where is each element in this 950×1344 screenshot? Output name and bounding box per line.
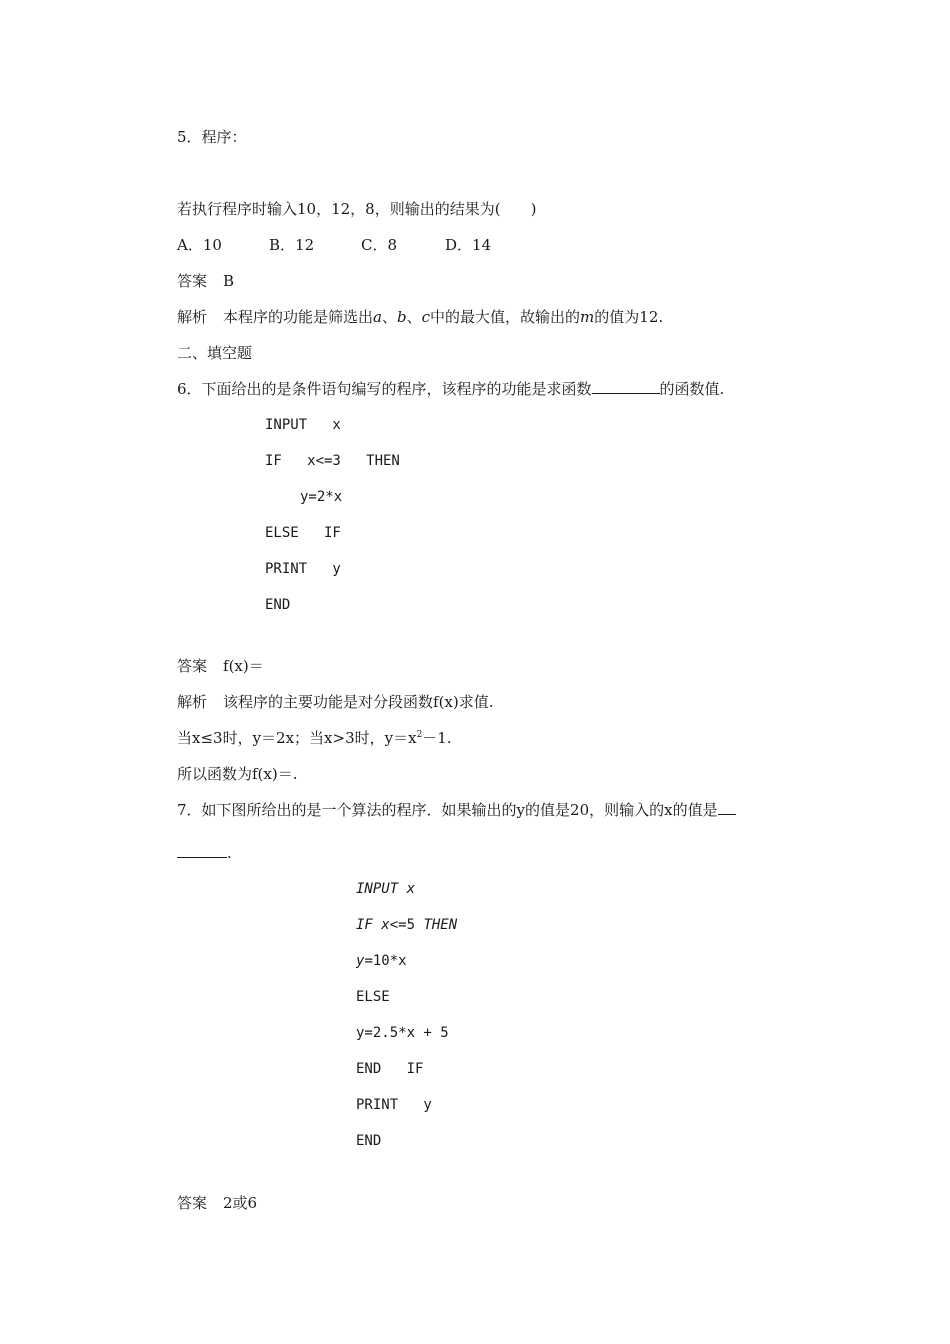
q6-analysis-3: 所以函数为f(x)＝. <box>177 765 298 783</box>
separator: 、 <box>381 308 397 326</box>
stem-text: 的函数值. <box>659 380 725 398</box>
section-title: 二、填空题 <box>177 344 253 362</box>
analysis-label: 解析 <box>177 308 208 326</box>
fill-blank[interactable] <box>718 800 736 815</box>
q5-option-c: C．8 <box>361 236 398 254</box>
q5-stem: 若执行程序时输入10，12，8，则输出的结果为( ) <box>177 200 537 218</box>
code-line: INPUT x <box>265 417 341 433</box>
q7-stem-cont <box>177 842 232 864</box>
code-line: END <box>265 597 291 613</box>
code-token: <=5 <box>389 917 424 933</box>
answer-label: 答案 <box>177 657 208 675</box>
code-token: THEN <box>423 917 458 933</box>
q5-analysis <box>177 306 663 328</box>
analysis-text: 中的最大值，故输出的 <box>430 308 581 326</box>
analysis-text: 该程序的主要功能是对分段函数f(x)求值. <box>223 693 494 711</box>
code-token: y <box>356 953 365 969</box>
var-m: m <box>580 308 595 326</box>
code-token: IF x <box>356 917 390 933</box>
q5-option-a: A．10 <box>177 236 222 254</box>
analysis-text: 的值为12. <box>594 308 664 326</box>
q7-stem <box>177 799 736 821</box>
code-line: END IF <box>356 1061 424 1077</box>
answer-value: B <box>223 272 235 290</box>
code-line: y=2*x <box>300 489 343 505</box>
analysis-text: 本程序的功能是筛选出 <box>223 308 374 326</box>
code-line: PRINT y <box>265 561 341 577</box>
analysis-text: －1. <box>422 729 452 747</box>
var-a: a <box>373 308 382 326</box>
code-line: ELSE IF <box>265 525 341 541</box>
fill-blank[interactable] <box>177 843 227 858</box>
analysis-label: 解析 <box>177 693 208 711</box>
q6-stem <box>177 378 724 400</box>
stem-text: 6．下面给出的是条件语句编写的程序，该程序的功能是求函数 <box>177 380 592 398</box>
answer-value: 2或6 <box>223 1194 258 1212</box>
code-line: PRINT y <box>356 1097 432 1113</box>
code-line: IF x<=3 THEN <box>265 453 400 469</box>
q6-analysis-1 <box>177 691 494 713</box>
separator: 、 <box>406 308 422 326</box>
q7-answer <box>177 1192 257 1214</box>
code-line: END <box>356 1133 382 1149</box>
answer-value: f(x)＝ <box>223 657 264 675</box>
var-b: b <box>397 308 407 326</box>
q5-answer <box>177 270 234 292</box>
q5-title: 5．程序： <box>177 128 247 146</box>
analysis-text: 当x≤3时，y＝2x；当x>3时，y＝x <box>177 729 417 747</box>
q6-answer <box>177 655 264 677</box>
code-line: ELSE <box>356 989 390 1005</box>
stem-text: 7．如下图所给出的是一个算法的程序．如果输出的y的值是20，则输入的x的值是 <box>177 801 718 819</box>
stem-text: . <box>227 844 232 862</box>
q5-option-b: B．12 <box>269 236 315 254</box>
answer-label: 答案 <box>177 1194 208 1212</box>
code-line <box>356 950 407 972</box>
fill-blank[interactable] <box>592 379 660 394</box>
q5-option-d: D．14 <box>445 236 492 254</box>
var-c: c <box>421 308 431 326</box>
code-line <box>356 914 457 936</box>
answer-label: 答案 <box>177 272 208 290</box>
code-line: y=2.5*x + 5 <box>356 1025 449 1041</box>
q6-analysis-2 <box>177 727 452 749</box>
code-token: =10*x <box>364 953 407 969</box>
superscript: 2 <box>416 730 423 740</box>
code-line: INPUT x <box>356 881 416 897</box>
